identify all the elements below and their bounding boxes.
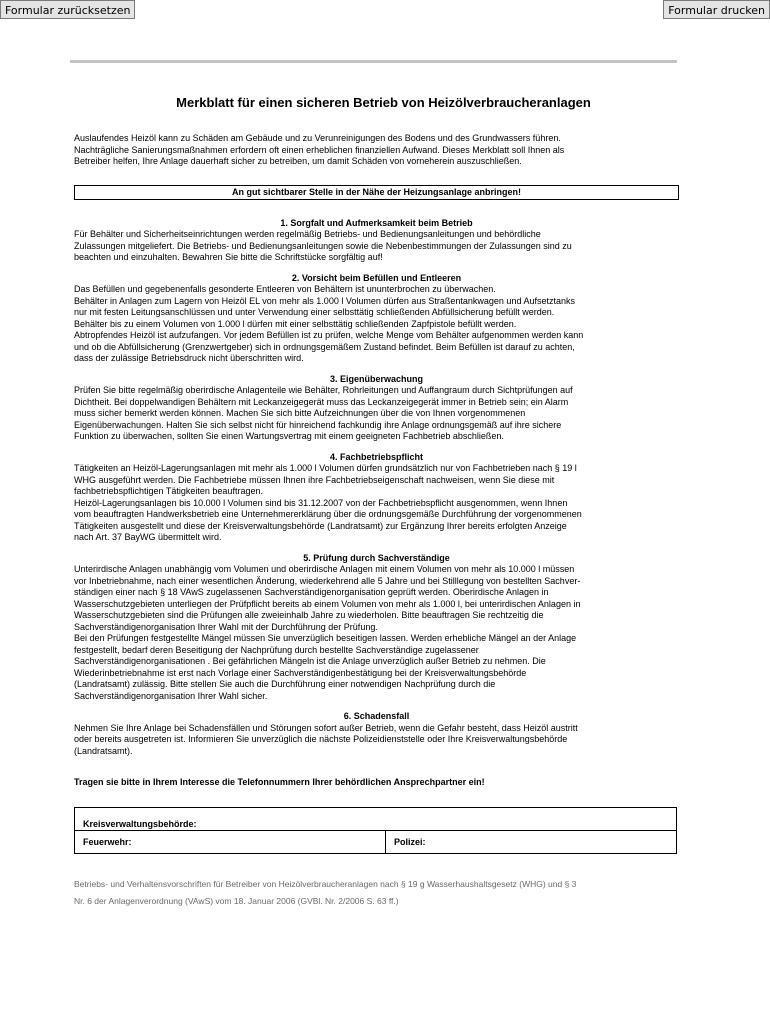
section-line: Unterirdische Anlagen unabhängig vom Volumen und oberirdische Anlagen mit einem Volumen von mehr als 10.000 l müssen: [74, 564, 575, 574]
section-line: (Landratsamt).: [74, 745, 133, 756]
section-line: nach Art. 37 BayWG übermittelt wird.: [74, 532, 222, 542]
section-line: Für Behälter und Sicherheitseinrichtungen werden regelmäßig Betriebs- und Bedienungsanleitungen und behördliche: [74, 229, 541, 239]
section-line: Behälter in Anlagen zum Lagern von Heizöl EL von mehr als 1.000 l Volumen dürfen aus Straßentankwagen und Aufsetztanks: [74, 295, 575, 306]
print-form-button[interactable]: Formular drucken: [663, 0, 770, 19]
section-line: Abtropfendes Heizöl ist aufzufangen. Vor jedem Befüllen ist zu prüfen, welche Menge vom Behälter aufgenommen werden kann: [74, 330, 584, 340]
section-line: WHG ausgeführt werden. Die Fachbetriebe müssen Ihnen ihre Fachbetriebseigenschaft nachweisen, wenn Sie diese mit: [74, 474, 555, 485]
section-heading: 1. Sorgfalt und Aufmerksamkeit beim Betrieb: [280, 217, 473, 228]
section-line: Nehmen Sie Ihre Anlage bei Schadensfällen und Störungen sofort außer Betrieb, wenn die Gefahr besteht, dass Heizöl austritt: [74, 722, 578, 733]
section-heading: 6. Schadensfall: [343, 711, 410, 721]
kvb-field[interactable]: [75, 808, 676, 831]
section-2: [74, 273, 679, 365]
section-1: [74, 218, 679, 264]
phone-instructions: Tragen sie bitte in Ihrem Interesse die Telefonnummern Ihrer behördlichen Ansprechpartner ein!: [74, 777, 485, 787]
section-line: Tätigkeiten ausgestellt und diese der Kreisverwaltungsbehörde (Landratsamt) zur Ergänzung Ihrer bereits erfolgten Anzeige: [74, 520, 567, 531]
section-6: [74, 711, 679, 757]
contact-table: [74, 807, 677, 854]
section-line: oder bereits ausgetreten ist. Informieren Sie unverzüglich die nächste Polizeidienststelle oder Ihre Kreisverwaltungsbehörde: [74, 734, 568, 744]
police-field[interactable]: [386, 831, 676, 853]
footer-line: Betriebs- und Verhaltensvorschriften für Betreiber von Heizölverbraucheranlagen nach § 19 g Wasserhaushaltsgesetz (WHG) und § 3: [74, 878, 577, 889]
section-line: ständigen einer nach § 18 VAwS zugelassenen Sachverständigenorganisation geprüft werden. Oberirdische Anlagen in: [74, 587, 549, 597]
section-line: Zulassungen mitgeliefert. Die Betriebs- und Bedienungsanleitungen sowie die Nebenbestimmungen der Zulassungen sind zu: [74, 240, 572, 251]
section-line: und ob die Abfüllsicherung (Grenzwertgeber) sich in ordnungsgemäßem Zustand befindet. Beim Befüllen ist darauf zu achten,: [74, 341, 575, 352]
section-heading: 4. Fachbetriebspflicht: [329, 451, 424, 462]
header-divider: [70, 60, 677, 63]
legal-footer: [74, 876, 679, 910]
section-line: Wasserschutzgebieten unterliegen der Prüfpflicht bereits ab einem Volumen von mehr als 1.000 l, bei unterirdischen Anlagen in: [74, 598, 581, 609]
document-body: [74, 95, 679, 910]
intro-line: Betreiber helfen, Ihre Anlage dauerhaft sicher zu betreiben, um damit Schäden von vorneherein auszuschließen.: [74, 156, 522, 166]
document-title: Merkblatt für einen sicheren Betrieb von Heizölverbraucheranlagen: [176, 95, 591, 110]
section-line: Heizöl-Lagerungsanlagen bis 10.000 l Volumen sind bis 31.12.2007 von der Fachbetriebspflicht ausgenommen, wenn Ihnen: [74, 497, 568, 508]
section-heading: 2. Vorsicht beim Befüllen und Entleeren: [291, 272, 462, 283]
fire-label: Feuerwehr:: [83, 836, 132, 847]
section-line: Tätigkeiten an Heizöl-Lagerungsanlagen mit mehr als 1.000 l Volumen dürfen grundsätzlich nur von Fachbetrieben nach § 19 l: [74, 463, 577, 473]
section-line: (Landratsamt) zulässig. Bitte stellen Sie auch die Durchführung einer notwendigen Nachprüfung durch die: [74, 679, 496, 689]
section-line: muss sicher bemerkt werden können. Machen Sie sich bitte Aufzeichnungen über die von Ihnen vorgenommenen: [74, 408, 526, 418]
section-line: Behälter bis zu einem Volumen von 1.000 l dürfen mit einer selbsttätig schließenden Zapfpistole befüllt werden.: [74, 318, 517, 329]
intro-line: Nachträgliche Sanierungsmaßnahmen erfordern oft einen erheblichen finanziellen Aufwand. Dieses Merkblatt soll Ihnen als: [74, 144, 565, 155]
section-line: Das Befüllen und gegebenenfalls gesonderte Entleeren von Behältern ist ununterbrochen zu überwachen.: [74, 284, 496, 294]
section-line: vom beauftragten Handwerksbetrieb eine Unternehmererklärung über die ordnungsgemäße Durchführung der vorgenommenen: [74, 509, 582, 519]
kvb-label: Kreisverwaltungsbehörde:: [83, 818, 197, 829]
section-line: beachten und einzuhalten. Bewahren Sie bitte die Schriftstücke sorgfältig auf!: [74, 252, 383, 262]
section-heading: 5. Prüfung durch Sachverständige: [303, 552, 450, 563]
section-line: vor Inbetriebnahme, nach einer wesentlichen Änderung, wiederkehrend alle 5 Jahre und bei Stilllegung von bestellten Sachver-: [74, 575, 581, 586]
section-line: Wiederinbetriebnahme ist erst nach Vorlage einer Sachverständigenbestätigung bei der Kreisverwaltungsbehörde: [74, 667, 527, 678]
section-heading: 3. Eigenüberwachung: [329, 373, 423, 384]
reset-form-button[interactable]: Formular zurücksetzen: [0, 0, 135, 19]
intro-line: Auslaufendes Heizöl kann zu Schäden am Gebäude und zu Verunreinigungen des Bodens und des Grundwassers führen.: [74, 133, 561, 143]
section-line: dass der zulässige Betriebsdruck nicht überschritten wird.: [74, 353, 304, 363]
section-line: fachbetriebspflichtigen Tätigkeiten beauftragen.: [74, 486, 263, 496]
section-line: festgestellt, bedarf deren Beseitigung der Nachprüfung durch bestellte Sachverständige zugelassener: [74, 644, 479, 655]
section-line: Prüfen Sie bitte regelmäßig oberirdische Anlagenteile wie Behälter, Rohrleitungen und Auffangraum durch Sichtprüfungen auf: [74, 385, 573, 395]
fire-field[interactable]: [75, 831, 386, 853]
section-3: [74, 374, 679, 443]
intro-paragraph: [74, 133, 679, 168]
section-line: Bei den Prüfungen festgestellte Mängel müssen Sie unverzüglich beseitigen lassen. Werden erhebliche Mängel an der Anlage: [74, 633, 577, 643]
section-4: [74, 452, 679, 544]
section-line: Sachverständigenorganisation Ihrer Wahl mit der Durchführung der Prüfung.: [74, 621, 378, 632]
section-line: Sachverständigenorganisationen . Bei gefährlichen Mängeln ist die Anlage unverzüglich außer Betrieb zu nehmen. Die: [74, 656, 546, 666]
section-line: Eigenüberwachungen. Halten Sie sich selbst nicht für hinreichend fachkundig ihre Anlage ordnungsgemäß auf ihre sichere: [74, 419, 562, 430]
section-5: [74, 553, 679, 703]
footer-line: Nr. 6 der Anlagenverordnung (VAwS) vom 18. Januar 2006 (GVBl. Nr. 2/2006 S. 63 ff.): [74, 895, 399, 906]
section-line: nur mit festen Leitungsanschlüssen und unter Verwendung einer selbsttätig schließenden Abfüllsicherung befüllt werden.: [74, 307, 555, 317]
section-line: Dichtheit. Bei doppelwandigen Behältern mit Leckanzeigegerät muss das Leckanzeigegerät immer in Betrieb sein; ein Alarm: [74, 396, 569, 407]
section-line: Sachverständigenorganisation Ihrer Wahl sicher.: [74, 690, 268, 701]
police-label: Polizei:: [394, 836, 426, 847]
section-line: Wasserschutzgebieten sind die Prüfungen alle zweieinhalb Jahre zu wiederholen. Bitte beauftragen Sie rechtzeitig die: [74, 610, 544, 620]
section-line: Funktion zu überwachen, sollten Sie einen Wartungsvertrag mit einem geeigneten Fachbetrieb abschließen.: [74, 431, 504, 441]
notice-box: An gut sichtbarer Stelle in der Nähe der Heizungsanlage anbringen!: [74, 185, 679, 200]
